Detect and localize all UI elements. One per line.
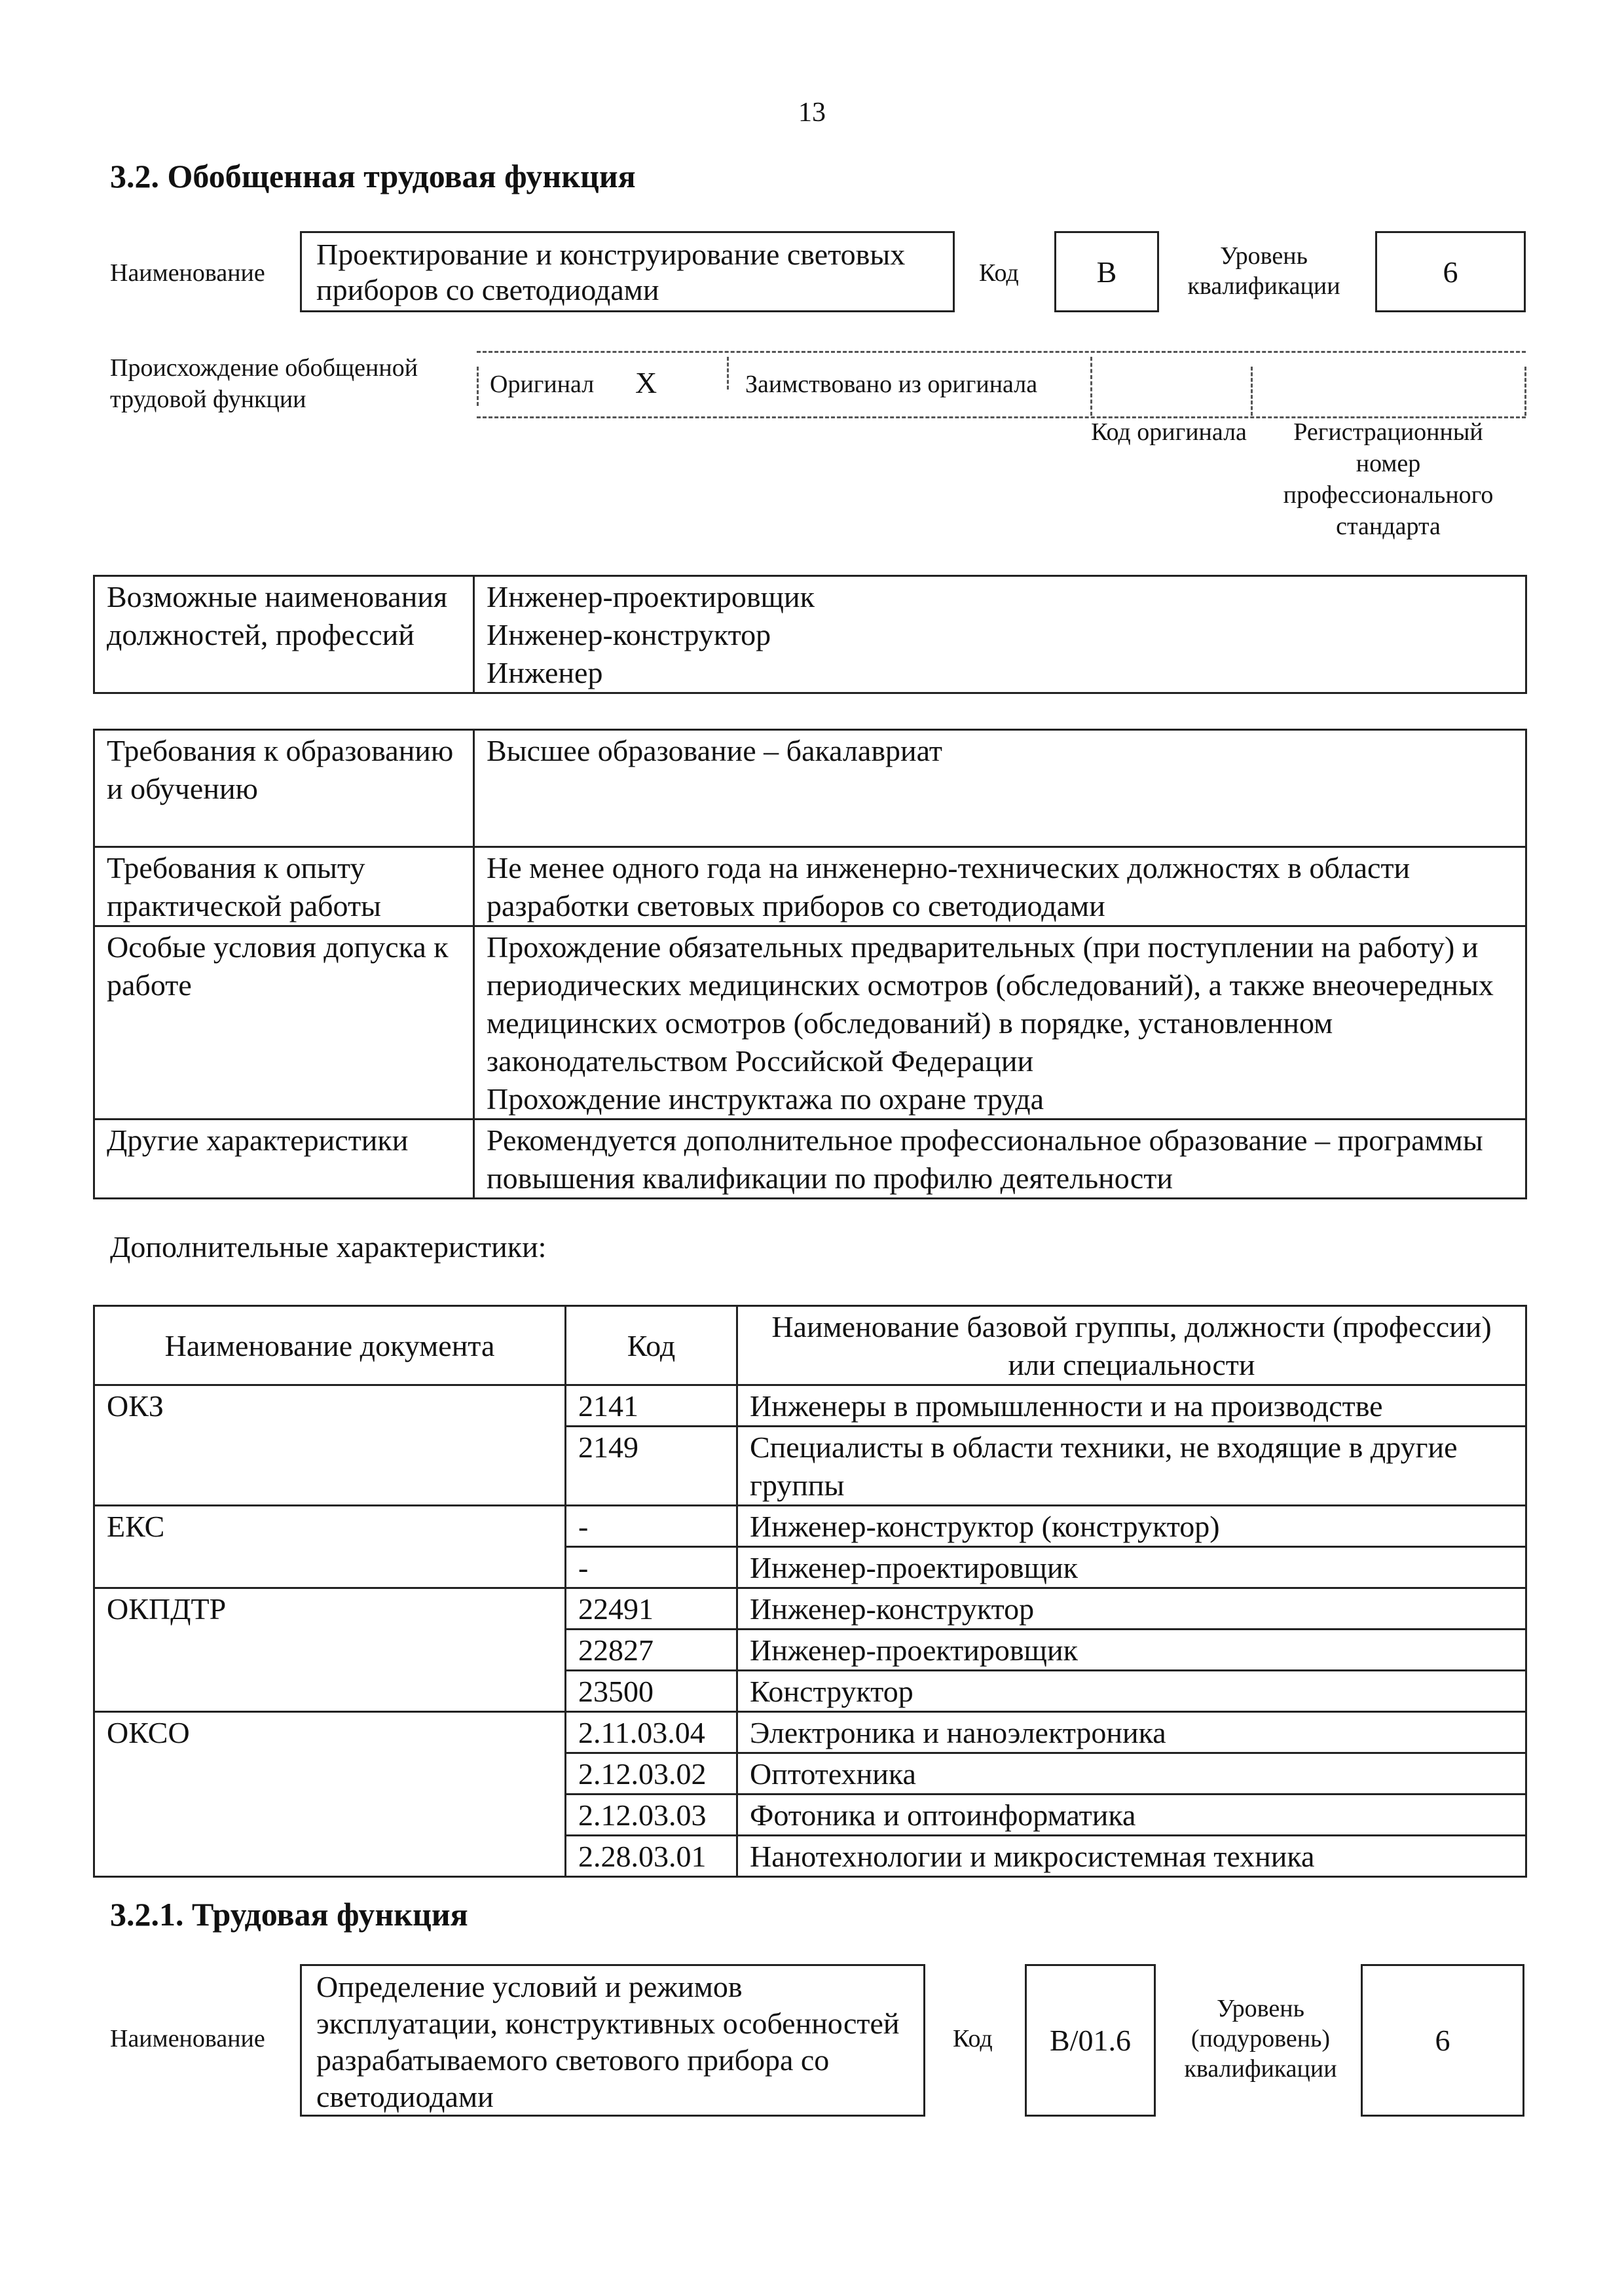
name-cell: Фотоника и оптоинформатика xyxy=(737,1795,1526,1836)
original-mark: Х xyxy=(635,366,657,399)
requirement-label: Другие характеристики xyxy=(94,1120,474,1199)
table-row xyxy=(94,1506,1526,1547)
extra-heading: Дополнительные характеристики: xyxy=(110,1230,547,1264)
name-cell: Конструктор xyxy=(737,1671,1526,1712)
function-title: 3.2.1. Трудовая функция xyxy=(110,1896,468,1933)
table-row xyxy=(94,1547,1526,1588)
doc-cell xyxy=(94,1630,566,1671)
requirement-value: Рекомендуется дополнительное профессиональное образование – программы повышения квалификации по профилю деятельности xyxy=(474,1120,1526,1199)
positions-list xyxy=(474,576,1526,693)
code-cell: 2.12.03.02 xyxy=(566,1753,737,1795)
table-row xyxy=(94,1671,1526,1712)
positions-table xyxy=(93,575,1527,694)
requirement-row xyxy=(94,847,1526,926)
requirement-label: Требования к образованию и обучению xyxy=(94,730,474,847)
doc-cell xyxy=(94,1427,566,1506)
table-row xyxy=(94,1385,1526,1427)
code-cell: 2.28.03.01 xyxy=(566,1836,737,1877)
doc-cell xyxy=(94,1671,566,1712)
original-label: Оригинал xyxy=(490,371,595,398)
code-value: В xyxy=(1096,255,1117,289)
code-cell: 22827 xyxy=(566,1630,737,1671)
level-value-box xyxy=(1375,231,1526,312)
table-row xyxy=(94,1712,1526,1753)
extra-table xyxy=(93,1305,1527,1878)
requirements-table xyxy=(93,729,1527,1199)
column-header: Наименование базовой группы, должности (профессии) или специальности xyxy=(737,1306,1526,1385)
position-item: Инженер-конструктор xyxy=(487,618,771,651)
requirement-label: Особые условия допуска к работе xyxy=(94,926,474,1120)
doc-cell xyxy=(94,1547,566,1588)
level-value: 6 xyxy=(1443,255,1458,289)
doc-cell xyxy=(94,1795,566,1836)
name-cell: Инженеры в промышленности и на производстве xyxy=(737,1385,1526,1427)
table-row xyxy=(94,1427,1526,1506)
origin-divider-left xyxy=(477,367,479,406)
code-cell: 2.12.03.03 xyxy=(566,1795,737,1836)
requirement-value-line: Прохождение обязательных предварительных (при поступлении на работу) и периодических медицинских осмотров (обследований), а также внеочередных медицинских осмотров (обследований) в порядке, установленном законодательством Российской Федерации xyxy=(487,930,1494,1078)
name-value: Проектирование и конструирование световых приборов со светодиодами xyxy=(316,238,906,306)
code-cell: 22491 xyxy=(566,1588,737,1630)
extra-header-row xyxy=(94,1306,1526,1385)
name-cell: Инженер-конструктор (конструктор) xyxy=(737,1506,1526,1547)
requirement-row xyxy=(94,926,1526,1120)
table-row xyxy=(94,1753,1526,1795)
name-cell: Электроника и наноэлектроника xyxy=(737,1712,1526,1753)
code-cell: 23500 xyxy=(566,1671,737,1712)
position-item: Инженер-проектировщик xyxy=(487,580,815,613)
doc-cell xyxy=(94,1753,566,1795)
table-row xyxy=(94,1630,1526,1671)
position-item: Инженер xyxy=(487,656,603,689)
doc-cell: ЕКС xyxy=(94,1506,566,1547)
function-code-value: В/01.6 xyxy=(1050,2024,1131,2057)
requirement-value: Высшее образование – бакалавриат xyxy=(474,730,1526,847)
origin-divider-reg xyxy=(1251,367,1253,416)
name-cell: Инженер-проектировщик xyxy=(737,1630,1526,1671)
origin-divider-code xyxy=(1090,357,1092,416)
doc-cell: ОКПДТР xyxy=(94,1588,566,1630)
code-cell: 2141 xyxy=(566,1385,737,1427)
table-row xyxy=(94,1795,1526,1836)
section-title: 3.2. Обобщенная трудовая функция xyxy=(110,158,636,194)
requirement-value: Не менее одного года на инженерно-технических должностях в области разработки световых приборов со светодиодами xyxy=(474,847,1526,926)
doc-cell: ОКСО xyxy=(94,1712,566,1753)
page-number: 13 xyxy=(798,98,826,128)
doc-cell: ОКЗ xyxy=(94,1385,566,1427)
origin-label: Происхождение обобщенной трудовой функции xyxy=(110,354,418,413)
function-name-value: Определение условий и режимов эксплуатации, конструктивных особенностей разрабатываемого светового прибора со светодиодами xyxy=(316,1970,900,2113)
table-row xyxy=(94,1836,1526,1877)
function-code-box xyxy=(1025,1964,1156,2117)
name-cell: Специалисты в области техники, не входящие в другие группы xyxy=(737,1427,1526,1506)
code-label: Код xyxy=(979,259,1019,287)
doc-cell xyxy=(94,1836,566,1877)
code-value-box xyxy=(1054,231,1159,312)
code-cell: - xyxy=(566,1547,737,1588)
function-level-label: Уровень (подуровень) квалификации xyxy=(1184,1995,1337,2083)
code-cell: - xyxy=(566,1506,737,1547)
name-cell: Нанотехнологии и микросистемная техника xyxy=(737,1836,1526,1877)
positions-label: Возможные наименования должностей, профессий xyxy=(94,576,474,693)
name-cell: Инженер-проектировщик xyxy=(737,1547,1526,1588)
name-label: Наименование xyxy=(110,259,265,287)
function-code-label: Код xyxy=(953,2025,993,2052)
requirement-value-line: Прохождение инструктажа по охране труда xyxy=(487,1082,1044,1116)
name-cell: Инженер-конструктор xyxy=(737,1588,1526,1630)
reg-number-caption: Регистрационный номер профессионального стандарта xyxy=(1283,418,1494,540)
borrowed-label: Заимствовано из оригинала xyxy=(745,371,1038,398)
origin-top-border xyxy=(477,351,1526,353)
requirement-value xyxy=(474,926,1526,1120)
code-original-caption: Код оригинала xyxy=(1091,418,1247,446)
column-header: Наименование документа xyxy=(94,1306,566,1385)
requirement-row xyxy=(94,730,1526,847)
function-name-label: Наименование xyxy=(110,2025,265,2052)
name-value-box xyxy=(300,231,955,312)
function-level-box xyxy=(1361,1964,1524,2117)
requirement-label: Требования к опыту практической работы xyxy=(94,847,474,926)
code-cell: 2.11.03.04 xyxy=(566,1712,737,1753)
code-cell: 2149 xyxy=(566,1427,737,1506)
table-row xyxy=(94,1588,1526,1630)
name-cell: Оптотехника xyxy=(737,1753,1526,1795)
level-label: Уровень квалификации xyxy=(1187,242,1340,300)
origin-divider-mid xyxy=(727,357,729,390)
function-name-box xyxy=(300,1964,925,2117)
column-header: Код xyxy=(566,1306,737,1385)
origin-divider-right xyxy=(1524,367,1526,416)
requirement-row xyxy=(94,1120,1526,1199)
function-level-value: 6 xyxy=(1435,2024,1450,2057)
